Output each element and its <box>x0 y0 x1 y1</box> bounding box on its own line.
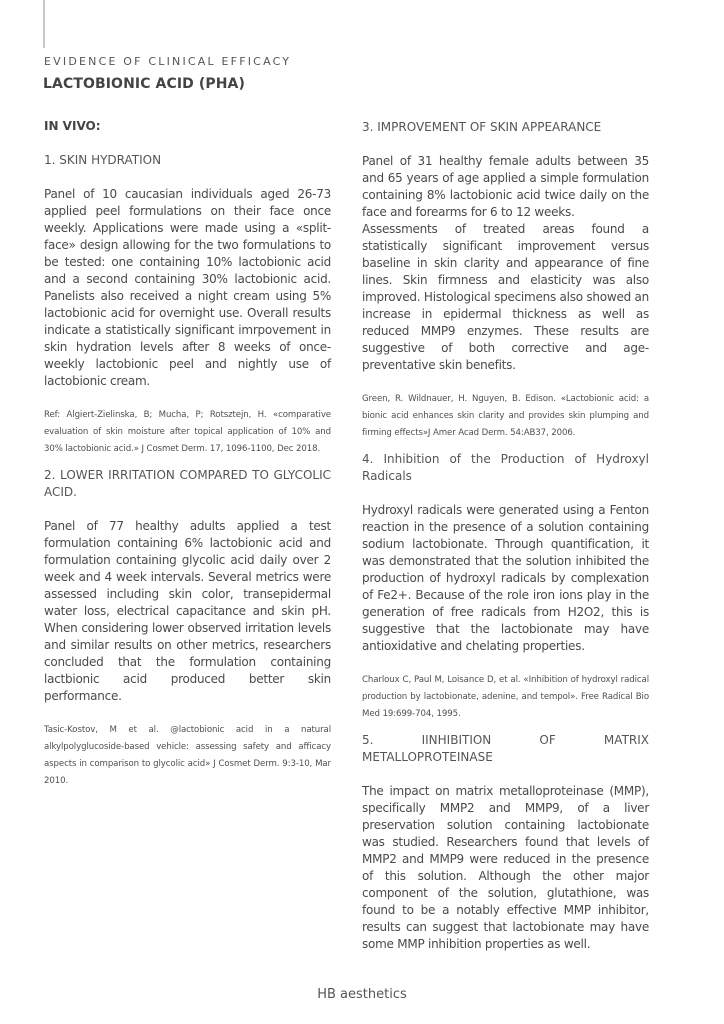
left-column <box>44 119 331 799</box>
section-skin-appearance <box>362 119 649 442</box>
section-heading: 1. SKIN HYDRATION <box>44 153 162 167</box>
page-title: LACTOBIONIC ACID (PHA) <box>43 76 245 92</box>
section-heading: 2. LOWER IRRITATION COMPARED TO GLYCOLIC ACID. <box>44 468 331 499</box>
section-body: Panel of 77 healthy adults applied a test formulation containing 6% lactobionic acid and formulation containing glycolic acid daily over 2 week and 4 week intervals. Several metrics were assessed including skin color, transepidermal water loss, electrical capacitance and skin pH. When considering lower observed irritation levels and similar results on other metrics, researchers concluded that the formulation containing lactbionic acid produced better skin performance. <box>44 519 331 703</box>
section-body: Panel of 10 caucasian individuals aged 26-73 applied peel formulations on their face once weekly. Applications were made using a «split-face» design allowing for the two formulations to be tested: one containing 10% lactobionic acid and a second containing 30% lactobionic acid. Panelists also received a night cream using 5% lactobionic acid for overnight use. Overall results indicate a statistically significant imrpovement in skin hydration levels after 8 weeks of once-weekly lactobionic peel and nightly use of lactobionic cream. <box>44 187 331 388</box>
section-lower-irritation <box>44 467 331 790</box>
page-kicker: EVIDENCE OF CLINICAL EFFICACY <box>44 55 292 68</box>
section-skin-hydration <box>44 152 331 458</box>
section-body-continued: Assessments of treated areas found a statistically significant improvement versus baseline in skin clarity and appearance of fine lines. Skin firmness and elasticity was also improved. Histological specimens also showed an increase in epidermal thickness as well as reduced MMP9 enzymes. These results are suggestive of both corrective and age-preventative skin benefits. <box>362 222 649 372</box>
section-reference: Ref: Algiert-Zielinska, B; Mucha, P; Rotsztejn, H. «comparative evaluation of skin moisture after topical application of 10% and 30% lactobionic acid.» J Cosmet Derm. 17, 1096-1100, Dec 2018. <box>44 410 331 454</box>
section-hydroxyl-radicals <box>362 451 649 723</box>
section-reference: Green, R. Wildnauer, H. Nguyen, B. Edison. «Lactobionic acid: a bionic acid enhances skin clarity and provides skin plumping and firming effects»J Amer Acad Derm. 54:AB37, 2006. <box>362 394 649 438</box>
section-reference: Charloux C, Paul M, Loisance D, et al. «Inhibition of hydroxyl radical production by lactobionate, adenine, and tempol». Free Radical Bio Med 19:699-704, 1995. <box>362 675 649 719</box>
section-reference: Tasic-Kostov, M et al. @lactobionic acid in a natural alkylpolyglucoside-based vehicle: assessing safety and afficacy aspects in comparison to glycolic acid» J Cosmet Derm. 9:3-10, Mar 2010. <box>44 725 331 786</box>
in-vivo-label: IN VIVO: <box>44 119 101 133</box>
decorative-vertical-rule <box>43 0 45 48</box>
right-column <box>362 119 649 970</box>
section-heading: 5. IINHIBITION OF MATRIX METALLOPROTEINASE <box>362 733 649 764</box>
section-heading: 3. IMPROVEMENT OF SKIN APPEARANCE <box>362 120 602 134</box>
section-body: Panel of 31 healthy female adults between 35 and 65 years of age applied a simple formulation containing 8% lactobionic acid twice daily on the face and forearms for 6 to 12 weeks. <box>362 154 649 219</box>
footer-brand: HB aesthetics <box>317 987 407 1002</box>
section-mmp-inhibition <box>362 732 649 953</box>
section-body: Hydroxyl radicals were generated using a Fenton reaction in the presence of a solution containing sodium lactobionate. Through quantification, it was demonstrated that the solution inhibited the production of hydroxyl radicals by complexation of Fe2+. Because of the role iron ions play in the generation of free radicals from H2O2, this is suggestive that the lactobionate may have antioxidative and chelating properties. <box>362 503 649 653</box>
section-heading: 4. Inhibition of the Production of Hydroxyl Radicals <box>362 452 649 483</box>
section-body: The impact on matrix metalloproteinase (MMP), specifically MMP2 and MMP9, of a liver preservation solution containing lactobionate was studied. Researchers found that levels of MMP2 and MMP9 were reduced in the presence of this solution. Although the other major component of the solution, glutathione, was found to be a notably effective MMP inhibitor, results can suggest that lactobionate may have some MMP inhibition properties as well. <box>362 784 649 951</box>
